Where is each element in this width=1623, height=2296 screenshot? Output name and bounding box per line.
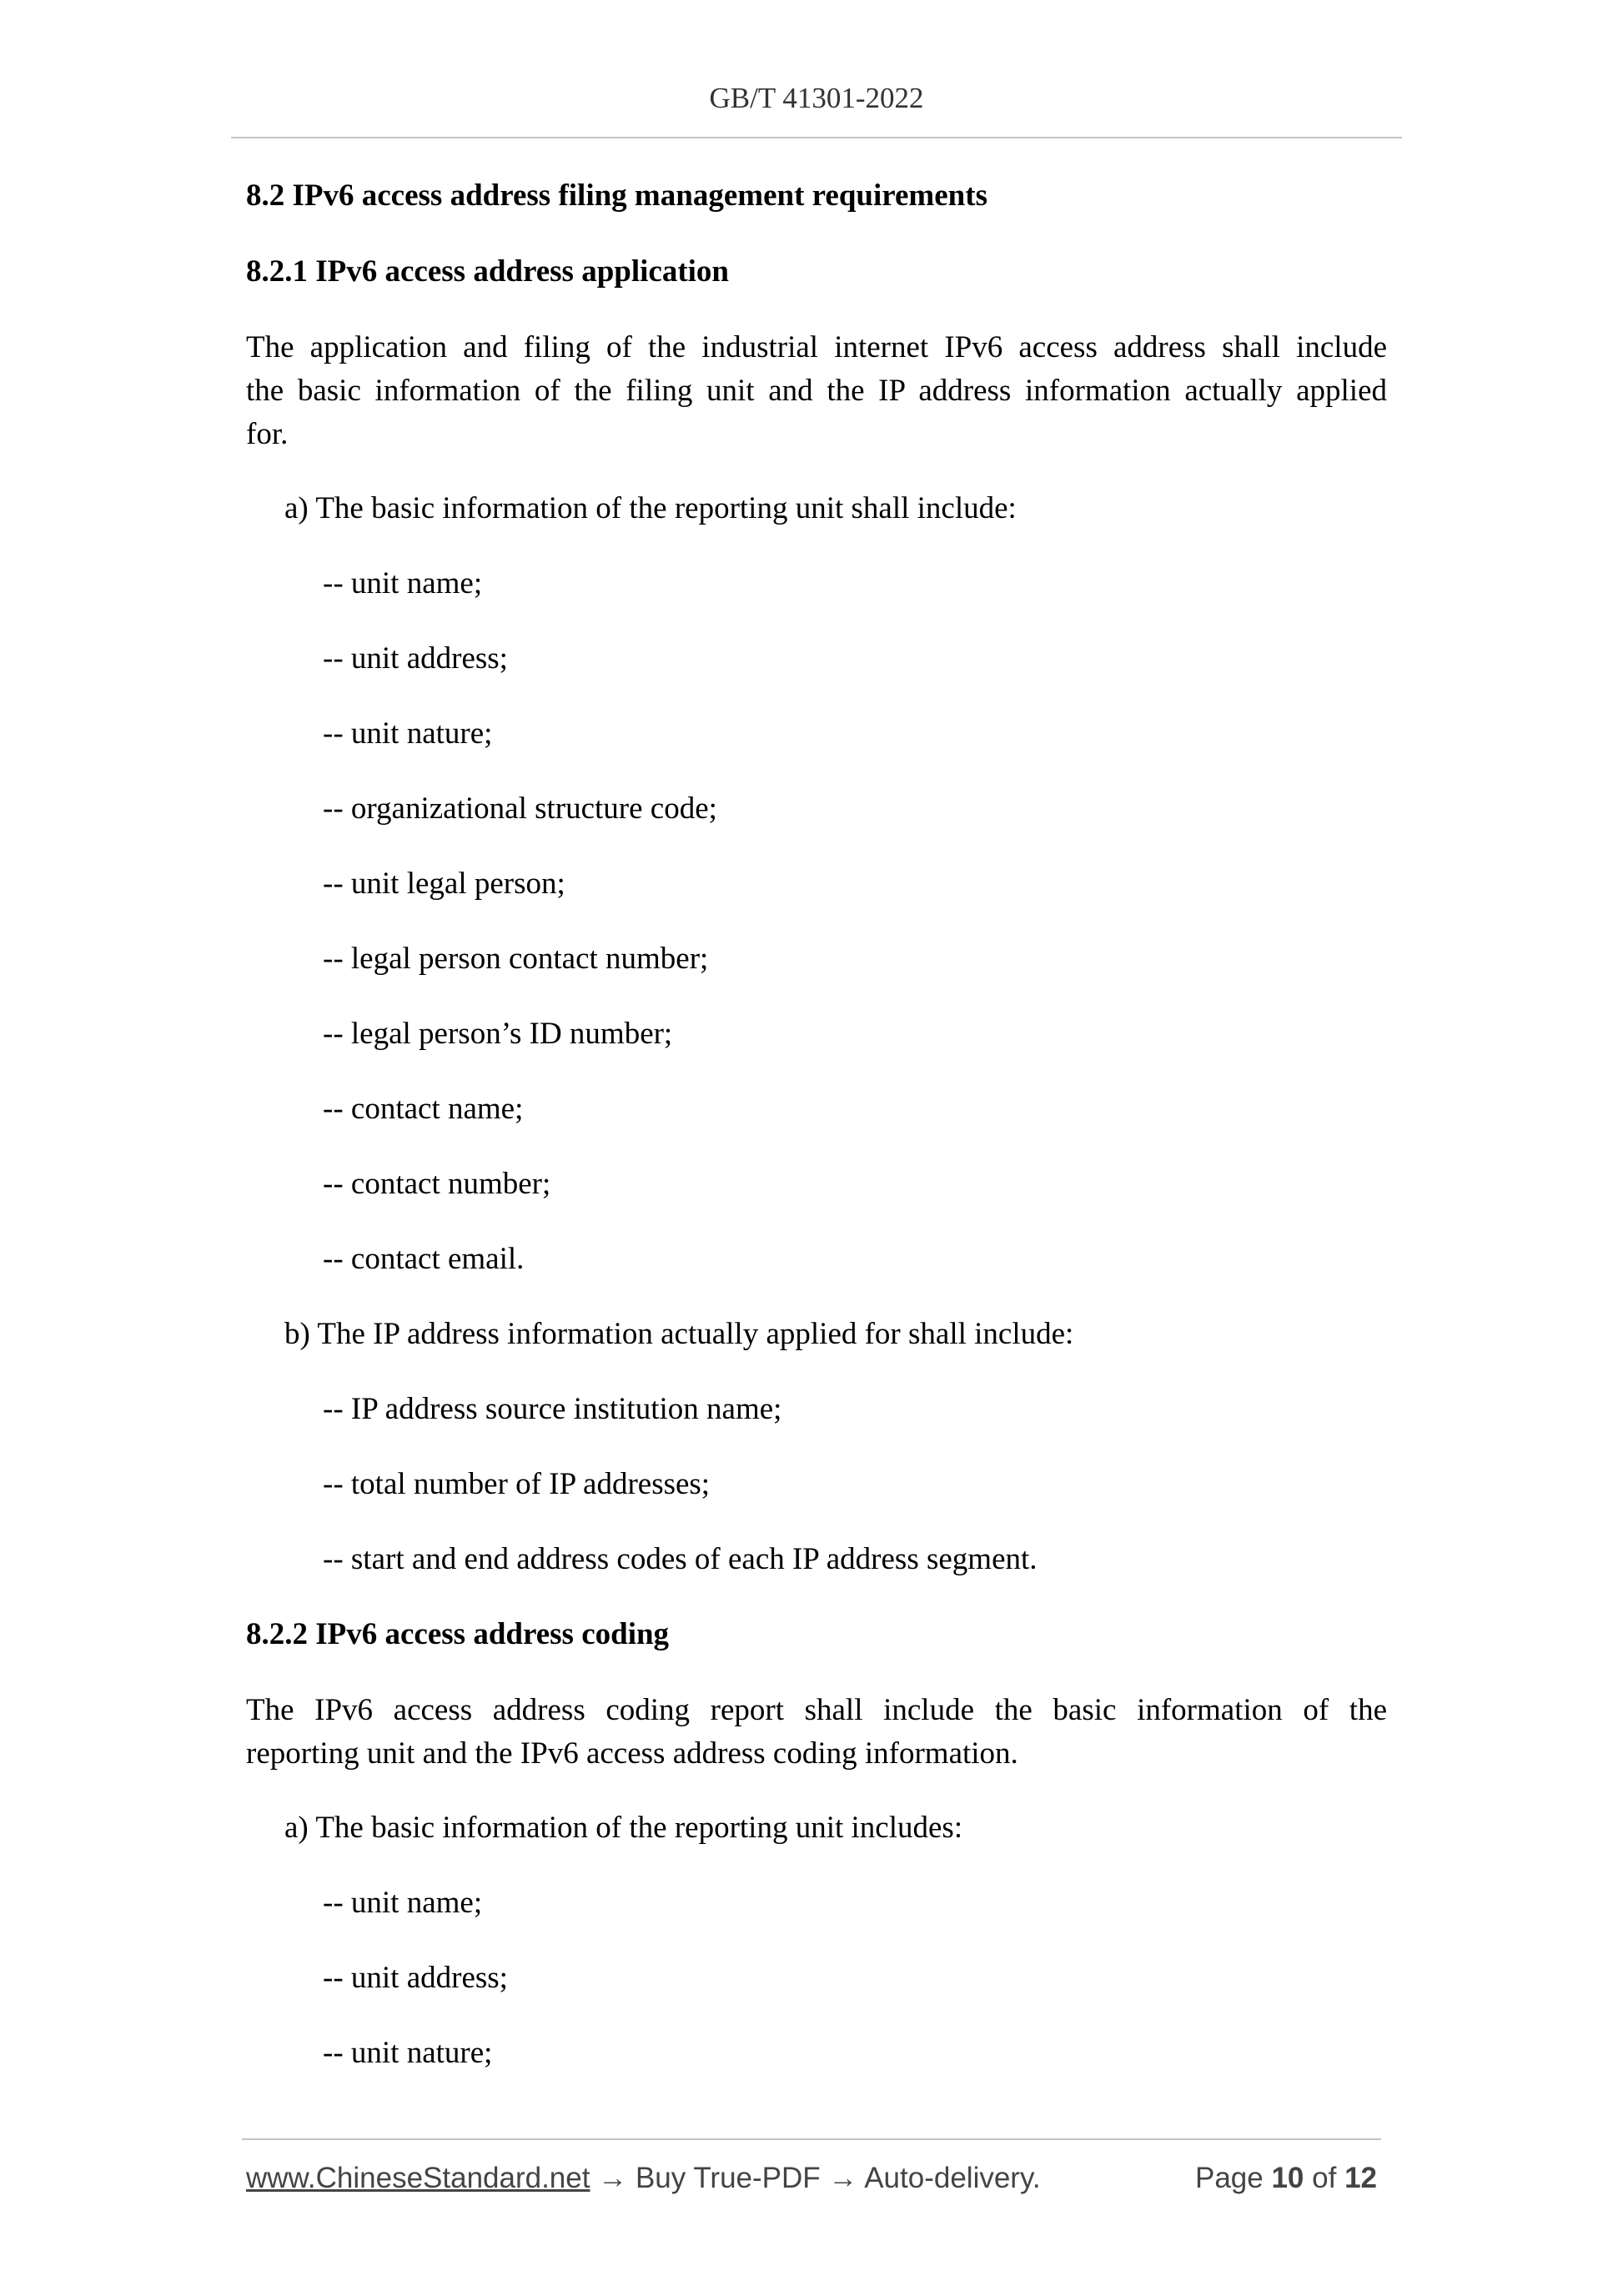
paragraph-line: the basic information of the filing unit and the IP address information actually applied [246, 374, 1387, 408]
list-item: -- unit nature; [323, 2036, 493, 2070]
list-item: -- unit nature; [323, 716, 493, 751]
page-total: 12 [1344, 2162, 1377, 2194]
arrow-right-icon: → [828, 2162, 858, 2194]
list-a-coding-items [246, 1882, 1387, 2074]
arrow-right-icon: → [598, 2162, 628, 2194]
list-a-title-coding: a) The basic information of the reporting unit includes: [284, 1811, 963, 1845]
list-item: -- unit name; [323, 566, 483, 600]
list-a-items [246, 563, 1387, 1280]
paragraph-line: The IPv6 access address coding report shall include the basic information of the [246, 1693, 1387, 1727]
list-item: -- unit address; [323, 641, 508, 676]
section-heading-8-2-2: 8.2.2 IPv6 access address coding [246, 1617, 670, 1651]
list-a-title: a) The basic information of the reporting unit shall include: [284, 491, 1017, 525]
document-body [246, 175, 1387, 2074]
page-label: Page [1194, 2162, 1264, 2194]
auto-delivery-text: Auto-delivery. [864, 2162, 1041, 2194]
paragraph-8-2-2-intro [246, 1689, 1387, 1776]
list-item: -- organizational structure code; [323, 791, 717, 826]
list-item: -- contact name; [323, 1092, 524, 1126]
list-item: -- IP address source institution name; [323, 1392, 782, 1426]
paragraph-8-2-1-intro [246, 326, 1387, 456]
header-divider [231, 137, 1402, 138]
page-number [1195, 2159, 1377, 2198]
list-b-items [246, 1389, 1387, 1580]
of-label: of [1312, 2162, 1337, 2194]
paragraph-line: reporting unit and the IPv6 access address coding information. [246, 1736, 1018, 1771]
list-item: -- legal person’s ID number; [323, 1017, 673, 1051]
buy-true-pdf-text: Buy True-PDF [635, 2162, 821, 2194]
paragraph-line: The application and filing of the industrial internet IPv6 access address shall include [246, 330, 1387, 364]
page-current: 10 [1271, 2162, 1304, 2194]
list-b-title: b) The IP address information actually applied for shall include: [284, 1317, 1074, 1351]
paragraph-line: for. [246, 417, 289, 451]
site-link[interactable]: www.ChineseStandard.net [246, 2162, 590, 2194]
list-item: -- total number of IP addresses; [323, 1467, 711, 1501]
section-heading-8-2: 8.2 IPv6 access address filing management requirements [246, 178, 987, 213]
list-item: -- start and end address codes of each IP address segment. [323, 1542, 1038, 1576]
page-header-standard-code: GB/T 41301-2022 [709, 82, 924, 114]
list-item: -- unit address; [323, 1961, 508, 1995]
footer-promo [246, 2159, 1041, 2198]
list-item: -- unit name; [323, 1886, 483, 1920]
list-item: -- contact number; [323, 1167, 551, 1201]
list-item: -- legal person contact number; [323, 942, 709, 976]
list-item: -- unit legal person; [323, 867, 565, 901]
section-heading-8-2-1: 8.2.1 IPv6 access address application [246, 254, 730, 289]
list-item: -- contact email. [323, 1242, 525, 1276]
footer-divider [242, 2138, 1381, 2140]
